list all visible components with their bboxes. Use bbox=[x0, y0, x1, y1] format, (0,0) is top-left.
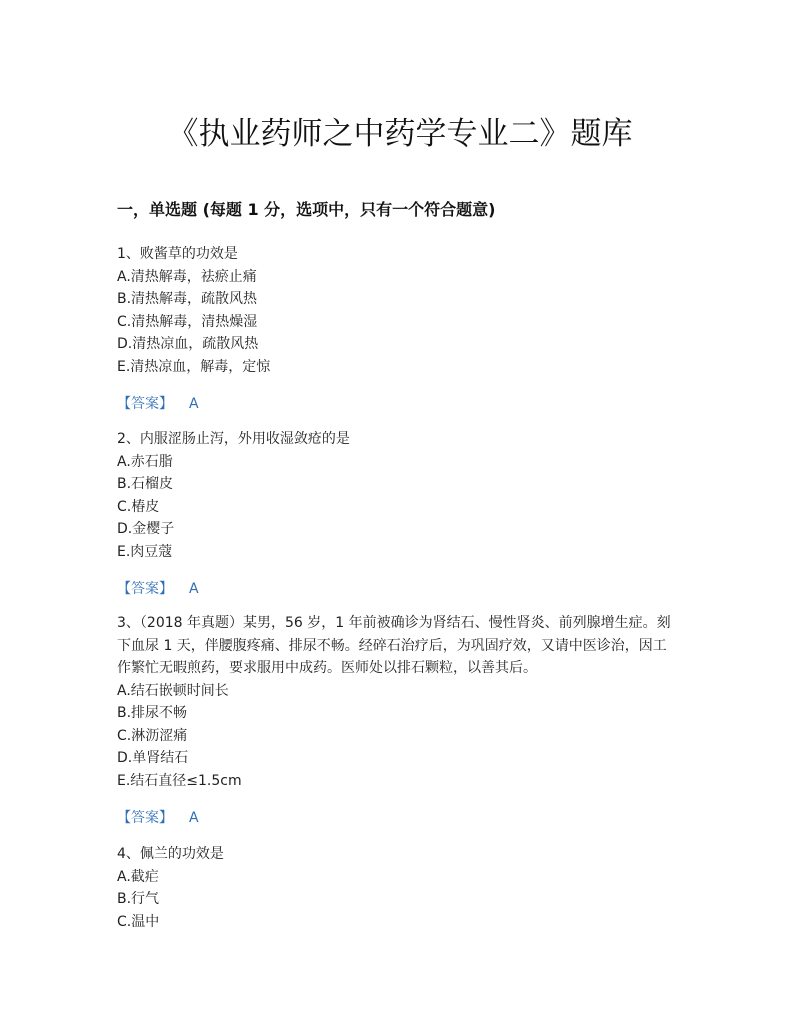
option-a: A.清热解毒，祛瘀止痛 bbox=[117, 268, 257, 285]
answer-label: 【答案】 bbox=[117, 396, 173, 412]
answer-1 bbox=[117, 393, 199, 413]
question-3 bbox=[117, 612, 687, 792]
option-e: E.清热凉血，解毒，定惊 bbox=[117, 358, 271, 375]
answer-value: A bbox=[189, 810, 199, 826]
option-c: C.清热解毒，清热燥湿 bbox=[117, 313, 258, 330]
option-b: B.清热解毒，疏散风热 bbox=[117, 291, 258, 307]
option-c: C.椿皮 bbox=[117, 498, 160, 515]
option-e: E.结石直径≤1.5cm bbox=[117, 772, 242, 789]
answer-label: 【答案】 bbox=[117, 581, 173, 597]
section-heading: 一，单选题 (每题 1 分，选项中，只有一个符合题意) bbox=[117, 200, 496, 219]
answer-value: A bbox=[189, 396, 199, 412]
question-4 bbox=[117, 843, 687, 933]
option-a: A.赤石脂 bbox=[117, 453, 173, 470]
option-c: C.淋沥涩痛 bbox=[117, 727, 188, 744]
option-d: D.单肾结石 bbox=[117, 750, 189, 766]
answer-value: A bbox=[189, 581, 199, 597]
question-2 bbox=[117, 428, 687, 563]
question-stem-line: 作繁忙无暇煎药，要求服用中成药。医师处以排石颗粒，以善其后。 bbox=[117, 660, 537, 676]
question-stem: 4、佩兰的功效是 bbox=[117, 846, 224, 862]
question-stem-line: 3、（2018 年真题）某男，56 岁，1 年前被确诊为肾结石、慢性肾炎、前列腺增生症。刻 bbox=[117, 615, 671, 631]
option-b: B.行气 bbox=[117, 891, 160, 907]
option-c: C.温中 bbox=[117, 913, 160, 930]
question-1 bbox=[117, 243, 687, 378]
question-stem: 2、内服涩肠止泻，外用收湿敛疮的是 bbox=[117, 431, 350, 447]
option-a: A.结石嵌顿时间长 bbox=[117, 682, 229, 699]
answer-label: 【答案】 bbox=[117, 810, 173, 826]
option-a: A.截疟 bbox=[117, 868, 159, 885]
question-stem: 1、败酱草的功效是 bbox=[117, 246, 238, 262]
option-d: D.清热凉血，疏散风热 bbox=[117, 336, 259, 352]
option-b: B.排尿不畅 bbox=[117, 705, 188, 721]
option-d: D.金樱子 bbox=[117, 521, 175, 537]
option-b: B.石榴皮 bbox=[117, 476, 174, 492]
option-e: E.肉豆蔻 bbox=[117, 543, 173, 560]
answer-3 bbox=[117, 807, 199, 827]
answer-2 bbox=[117, 578, 199, 598]
question-stem-line: 下血尿 1 天，伴腰腹疼痛、排尿不畅。经碎石治疗后，为巩固疗效，又请中医诊治，因工 bbox=[117, 637, 667, 654]
document-title: 《执业药师之中药学专业二》题库 bbox=[167, 116, 633, 152]
